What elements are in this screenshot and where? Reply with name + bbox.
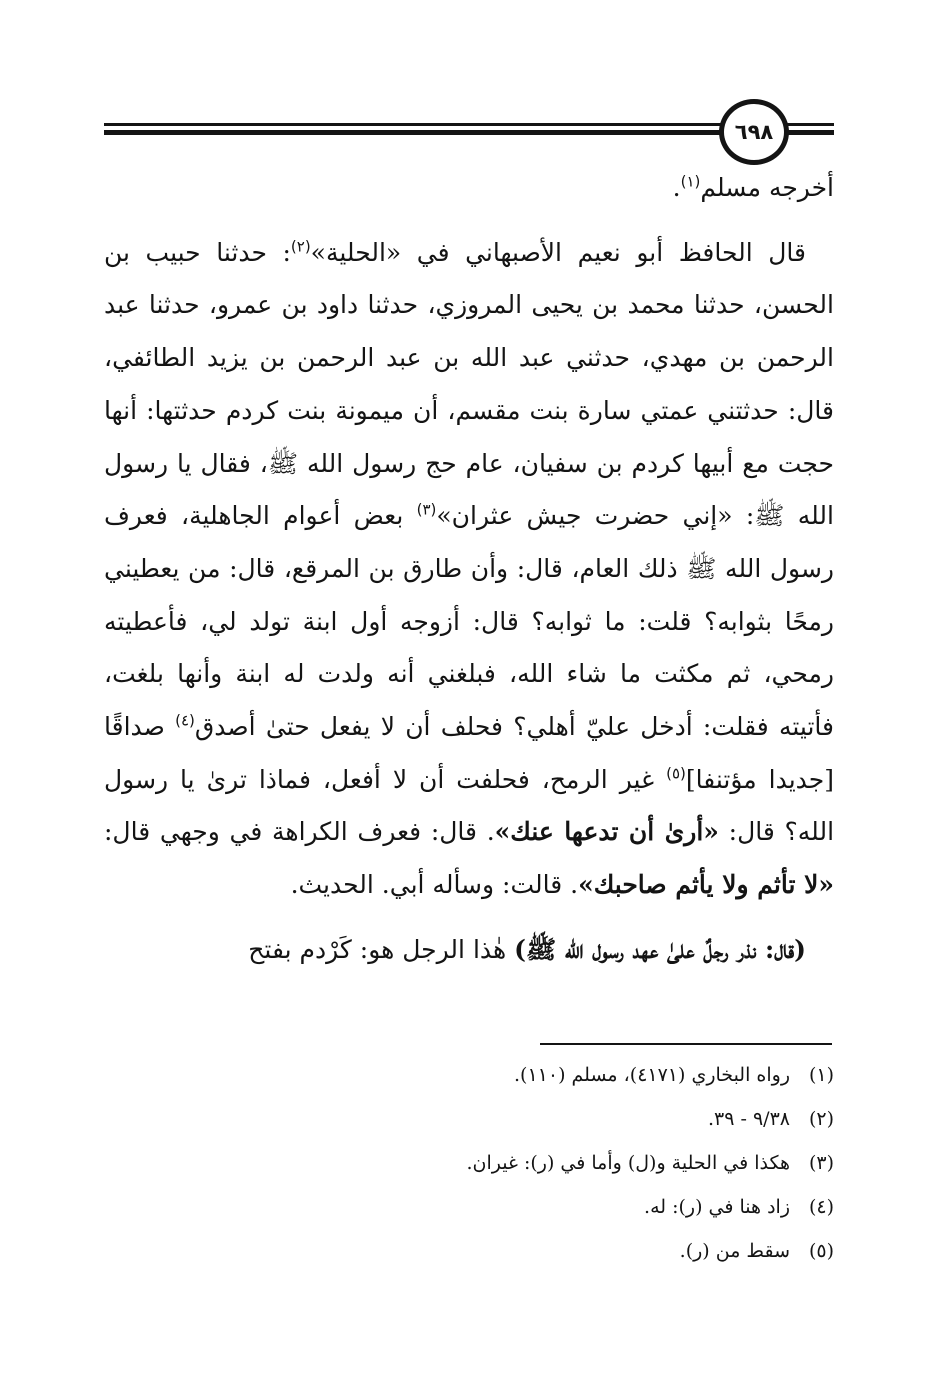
footnote-text: هكذا في الحلية و(ل) وأما في (ر): غيران.	[466, 1152, 790, 1174]
commentary-text: هٰذا الرجل هو: كَرْدم بفتح	[248, 934, 515, 964]
footnote-ref-3: (٣)	[416, 500, 437, 519]
footnote-item	[104, 1141, 834, 1185]
intro-line	[104, 162, 834, 215]
footnote-text: زاد هنا في (ر): له.	[644, 1196, 790, 1218]
footnote-item	[104, 1229, 834, 1273]
hadith-text-d: صداقًا [جديدا مؤتنفا]	[104, 712, 834, 794]
hadith-text-g: . قالت: وسأله أبي. الحديث.	[290, 870, 579, 900]
footnote-item	[104, 1097, 834, 1141]
header-rule-top	[104, 123, 724, 126]
hadith-text-a: قال الحافظ أبو نعيم الأصبهاني في «الحلية»	[310, 237, 806, 267]
page-header	[104, 96, 834, 166]
footnote-item	[104, 1053, 834, 1097]
intro-text: أخرجه مسلم	[700, 173, 834, 202]
paragraph-hadith	[104, 227, 834, 912]
prophet-quote-1: «أرىٰ أن تدعها عنك»	[494, 817, 719, 847]
header-rule-right-top	[786, 123, 834, 126]
footnote-number: (١)	[808, 1064, 834, 1086]
prophet-quote-2: «لا تأثم ولا يأثم صاحبك»	[578, 870, 834, 900]
footnote-item	[104, 1185, 834, 1229]
footnote-ref-5: (٥)	[666, 764, 686, 783]
paragraph-commentary	[104, 924, 834, 977]
footnotes	[104, 1053, 834, 1273]
footnote-text: ٩/٣٨ - ٣٩.	[708, 1108, 790, 1130]
intro-end: .	[672, 173, 681, 202]
hadith-text-e: غير الرمح، فحلفت أن لا أفعل، فماذا ترىٰ يا رسول الله؟ قال:	[104, 764, 835, 847]
commentary-heading: (قال: نذر رجلٌ علىٰ عهد رسول الله ﷺ)	[514, 934, 806, 964]
footnote-number: (٢)	[808, 1108, 834, 1130]
main-text	[104, 162, 834, 977]
header-rule-right-bottom	[786, 130, 834, 135]
footnote-ref-2: (٢)	[290, 237, 311, 256]
footnote-text: سقط من (ر).	[679, 1240, 790, 1262]
footnote-ref-1: (١)	[680, 172, 701, 191]
footnote-text: رواه البخاري (٤١٧١)، مسلم (١١٠).	[514, 1064, 790, 1086]
footnote-number: (٥)	[808, 1240, 834, 1262]
footnote-number: (٣)	[808, 1152, 834, 1174]
footnote-separator	[540, 1043, 832, 1045]
footnote-ref-4: (٤)	[175, 711, 195, 730]
hadith-text-f: . قال: فعرف الكراهة في وجهي قال:	[104, 817, 495, 847]
footnote-number: (٤)	[808, 1196, 834, 1218]
hadith-text-c: بعض أعوام الجاهلية، فعرف رسول الله ﷺ ذلك العام، قال: وأن طارق بن المرقع، قال: من يعطيني رمحًا بثوابه؟ قلت: ما ثوابه؟ قال: أزوجه أول ابنة تولد لي، فأعطيته رمحي، ثم مكثت ما شاء الله، فبلغني أنه ولدت له ابنة وأنها بلغت، فأتيته فقلت: أدخل عليّ أهلي؟ فحلف أن لا يفعل حتىٰ أصدق	[104, 501, 835, 742]
hadith-text-b: : حدثنا حبيب بن الحسن، حدثنا محمد بن يحيى المروزي، حدثنا داود بن عمرو، حدثنا عبد الرحمن بن مهدي، حدثني عبد الله بن عبد الرحمن بن يزيد الطائفي، قال: حدثتني عمتي سارة بنت مقسم، أن ميمونة بنت كردم حدثتها: أنها حجت مع أبيها كردم بن سفيان، عام حج رسول الله ﷺ، فقال يا رسول الله ﷺ: «إني حضرت جيش عثران»	[104, 237, 834, 531]
page-number: ٦٩٨	[719, 99, 789, 165]
header-rule-bottom	[104, 130, 724, 135]
